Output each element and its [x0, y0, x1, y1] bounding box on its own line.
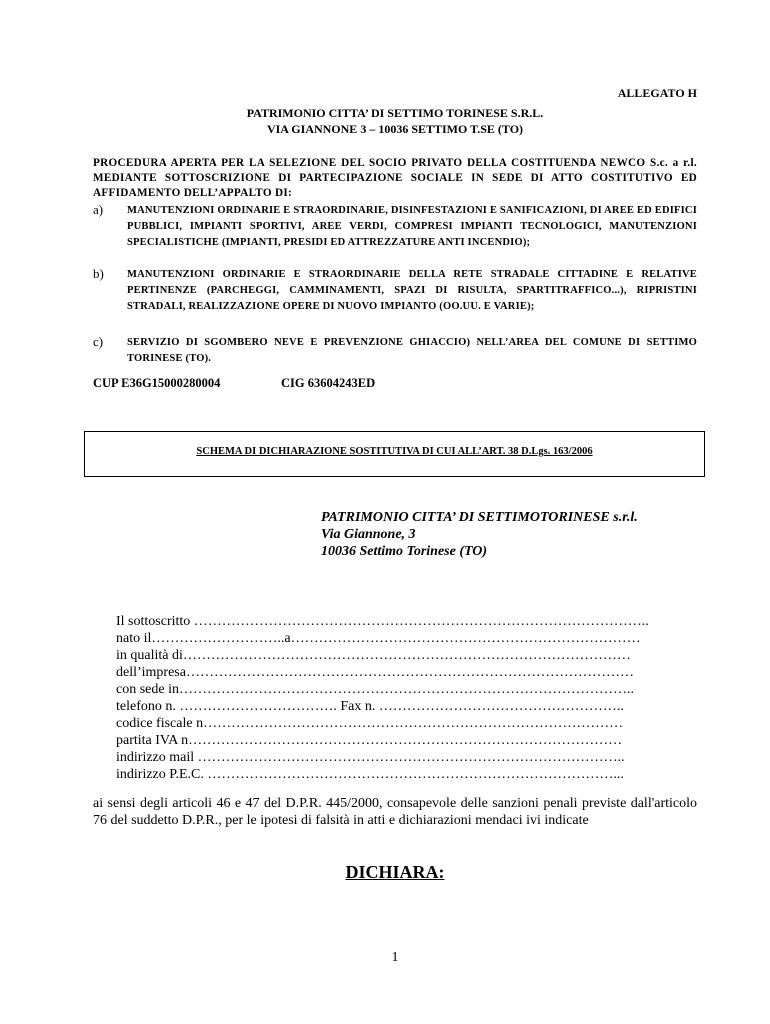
field-pec[interactable]: indirizzo P.E.C. ……………………………………………………………………………...: [116, 767, 624, 782]
field-nato[interactable]: nato il………………………..a…………………………………………………………………: [116, 631, 641, 646]
field-sottoscritto[interactable]: Il sottoscritto ……………………………………………………………………………………..: [116, 614, 649, 629]
field-impresa[interactable]: dell’impresa……………………………………………………………………………………: [116, 665, 634, 680]
cup-code: CUP E36G15000280004: [93, 376, 221, 390]
list-item-text: MANUTENZIONI ORDINARIE E STRAORDINARIE, DISINFESTAZIONI E SANIFICAZIONI, DI AREE ED EDIFICI PUBBLICI, IMPIANTI SPORTIVI, AREE VERDI, COMPRESI IMPIANTI TECNOLOGICI, MANUTENZIONI SPECIALISTICHE (IMPIANTI, PRESIDI ED ATTREZZATURE ANTI INCENDIO);: [127, 205, 697, 248]
cig-code: CIG 63604243ED: [281, 376, 376, 390]
field-sede[interactable]: con sede in……………………………………………………………………………………..: [116, 682, 634, 697]
declaration-paragraph: ai sensi degli articoli 46 e 47 del D.P.R. 445/2000, consapevole delle sanzioni penali previste dall'articolo 76 del suddetto D.P.R., per le ipotesi di falsità in atti e dichiarazioni mendaci ivi indicate: [93, 796, 697, 828]
dichiara-heading: DICHIARA:: [345, 862, 445, 882]
field-codice-fiscale[interactable]: codice fiscale n………………………………………………………………………………: [116, 716, 624, 731]
recipient-name: PATRIMONIO CITTA’ DI SETTIMOTORINESE s.r.l.: [321, 510, 638, 525]
list-item-label: a): [93, 202, 104, 217]
attachment-label: ALLEGATO H: [617, 86, 697, 100]
company-address-header: VIA GIANNONE 3 – 10036 SETTIMO T.SE (TO): [266, 122, 524, 136]
field-qualita[interactable]: in qualità di……………………………………………………………………………………: [116, 648, 631, 663]
field-partita-iva[interactable]: partita IVA n…………………………………………………………………………………: [116, 733, 623, 748]
recipient-street: Via Giannone, 3: [321, 527, 416, 542]
schema-title: SCHEMA DI DICHIARAZIONE SOSTITUTIVA DI CUI ALL’ART. 38 D.Lgs. 163/2006: [196, 446, 593, 457]
recipient-city: 10036 Settimo Torinese (TO): [321, 544, 488, 559]
list-item-label: c): [93, 334, 104, 349]
company-name-header: PATRIMONIO CITTA’ DI SETTIMO TORINESE S.R.L.: [246, 106, 544, 120]
list-item-label: b): [93, 266, 104, 281]
list-item-text: MANUTENZIONI ORDINARIE E STRAORDINARIE DELLA RETE STRADALE CITTADINE E RELATIVE PERTINENZE (PARCHEGGI, CAMMINAMENTI, SPAZI DI RISULTA, SPARTITRAFFICO...), RIPRISTINI STRADALI, REALIZZAZIONE OPERE DI NUOVO IMPIANTO (OO.UU. E VARIE);: [127, 269, 697, 312]
procedure-description: PROCEDURA APERTA PER LA SELEZIONE DEL SOCIO PRIVATO DELLA COSTITUENDA NEWCO S.c. a r.l. MEDIANTE SOTTOSCRIZIONE DI PARTECIPAZIONE SOCIALE IN SEDE DI ATTO COSTITUTIVO ED AFFIDAMENTO DELL’APPALTO DI:: [93, 157, 697, 199]
page-number: 1: [391, 950, 399, 965]
field-telefono-fax[interactable]: telefono n. ……………………………. Fax n. ……………………………………………..: [116, 699, 624, 714]
list-item-text: SERVIZIO DI SGOMBERO NEVE E PREVENZIONE GHIACCIO) NELL’AREA DEL COMUNE DI SETTIMO TORINESE (TO).: [127, 337, 697, 364]
field-email[interactable]: indirizzo mail ………………………………………………………………………………..: [116, 750, 625, 765]
